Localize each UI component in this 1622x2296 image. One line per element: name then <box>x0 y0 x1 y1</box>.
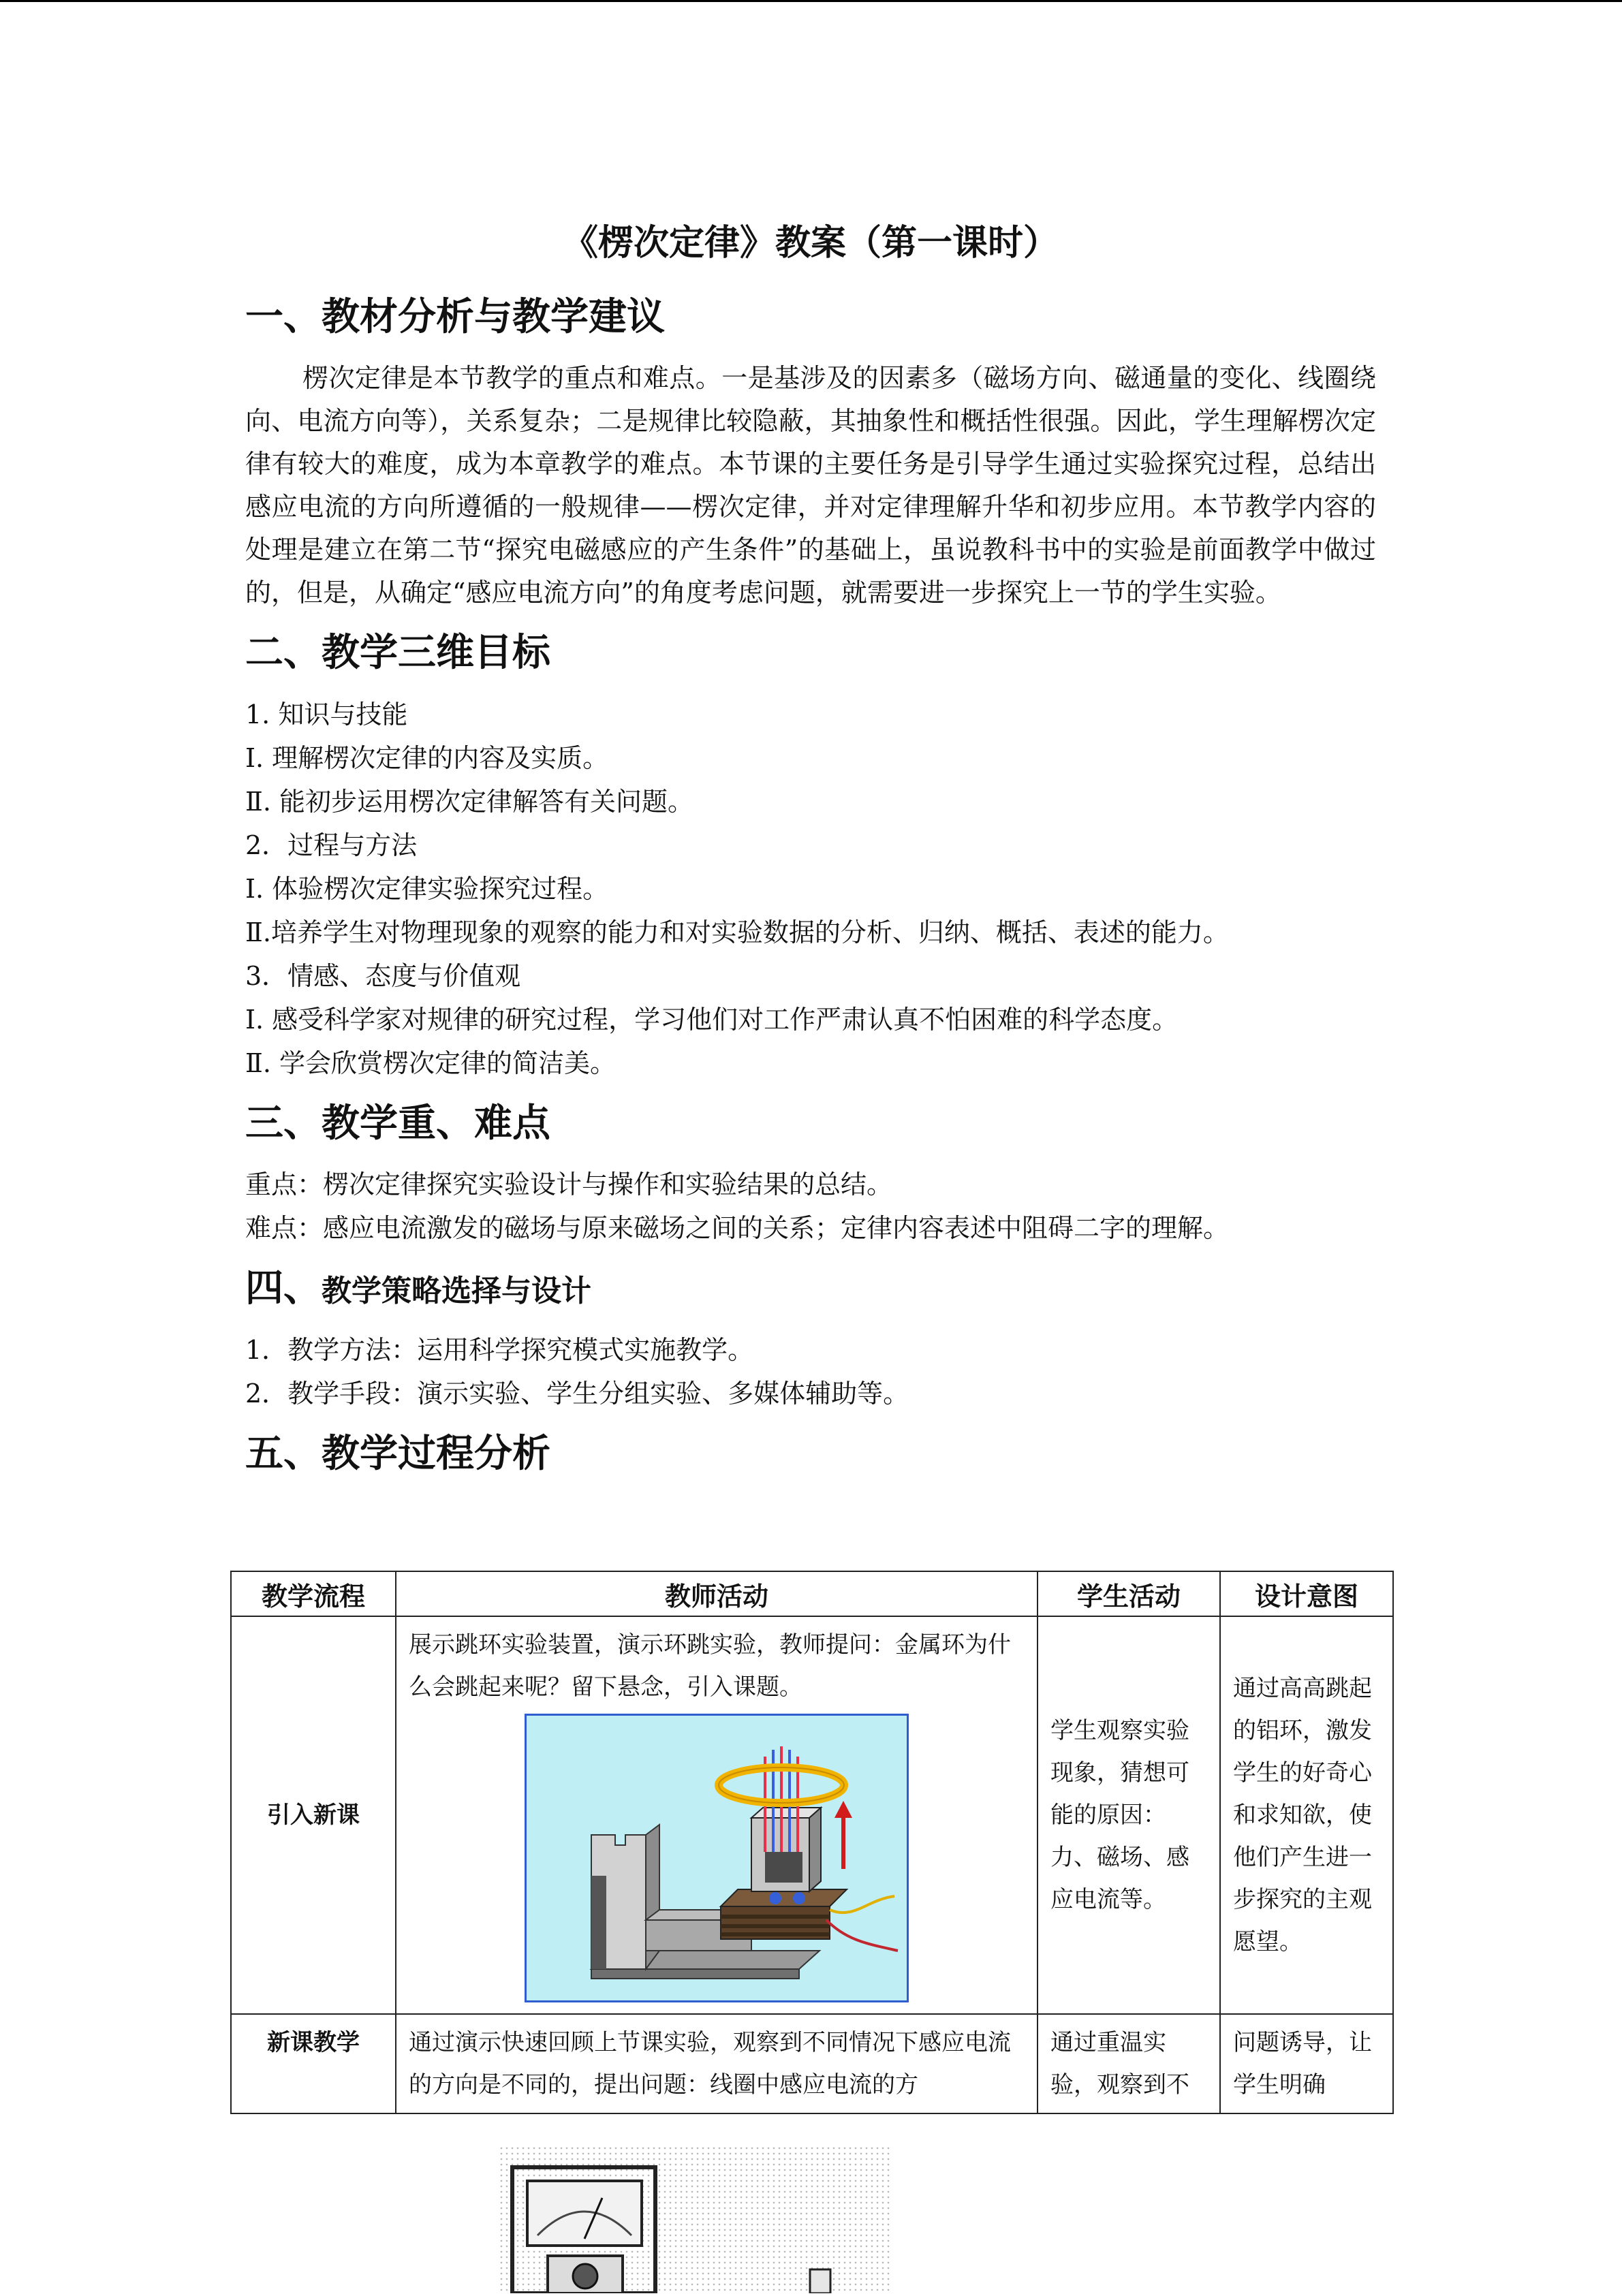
list-item: Ⅱ. 能初步运用楞次定律解答有关问题。 <box>245 786 693 817</box>
section-3-list <box>245 1163 1376 1250</box>
list-item: Ⅱ. 学会欣赏楞次定律的简洁美。 <box>245 1048 616 1078</box>
table-row <box>231 1616 1393 2014</box>
list-item: Ⅰ. 感受科学家对规律的研究过程，学习他们对工作严肃认真不怕困难的科学态度。 <box>245 1004 1179 1035</box>
list-item: 3．情感、态度与价值观 <box>245 960 521 991</box>
jumping-ring-figure <box>525 1714 909 2002</box>
header-teacher: 教师活动 <box>396 1571 1038 1616</box>
section-4-list <box>245 1328 1376 1415</box>
list-item: Ⅰ. 理解楞次定律的内容及实质。 <box>245 742 609 773</box>
row-student: 学生观察实验现象，猜想可能的原因：力、磁场、感应电流等。 <box>1038 1616 1220 2014</box>
header-student: 学生活动 <box>1038 1571 1220 1616</box>
teaching-process-table <box>230 1571 1394 2114</box>
section-2-list <box>245 693 1376 1085</box>
row-teacher: 通过演示快速回顾上节课实验，观察到不同情况下感应电流的方向是不同的，提出问题：线圈中感应电流的方 <box>396 2014 1038 2113</box>
row-intent: 问题诱导，让学生明确 <box>1220 2014 1393 2113</box>
difficult-point: 难点：感应电流激发的磁场与原来磁场之间的关系；定律内容表述中阻碍二字的理解。 <box>245 1213 1230 1244</box>
header-flow: 教学流程 <box>231 1571 396 1616</box>
row-teacher <box>396 1616 1038 2014</box>
table-header-row <box>231 1571 1393 1616</box>
section-2-heading: 二、教学三维目标 <box>245 629 550 675</box>
list-item: Ⅱ.培养学生对物理现象的观察的能力和对实验数据的分析、归纳、概括、表述的能力。 <box>245 917 1229 947</box>
row-teacher-text: 展示跳环实验装置，演示环跳实验，教师提问：金属环为什么会跳起来呢？留下悬念，引入课题。 <box>409 1631 1011 1701</box>
header-intent: 设计意图 <box>1220 1571 1393 1616</box>
galvanometer-illustration <box>500 2147 890 2293</box>
list-item: 1. 知识与技能 <box>245 699 408 729</box>
row-flow: 新课教学 <box>231 2014 396 2113</box>
document-body <box>245 204 1376 1494</box>
section-3-heading: 三、教学重、难点 <box>245 1100 550 1146</box>
section-4-number: 四、 <box>245 1265 322 1311</box>
list-item: 2．过程与方法 <box>245 830 418 860</box>
row-intent: 通过高高跳起的铝环，激发学生的好奇心和求知欲，使他们产生进一步探究的主观愿望。 <box>1220 1616 1393 2014</box>
key-point: 重点：楞次定律探究实验设计与操作和实验结果的总结。 <box>245 1169 893 1200</box>
section-4-heading <box>245 1263 1376 1313</box>
section-5-heading: 五、教学过程分析 <box>245 1431 550 1477</box>
section-4-title: 教学策略选择与设计 <box>322 1274 591 1309</box>
document-title: 《楞次定律》教案（第一课时） <box>562 222 1059 264</box>
section-1-heading: 一、教材分析与教学建议 <box>245 294 665 339</box>
row-student: 通过重温实验，观察到不 <box>1038 2014 1220 2113</box>
jumping-ring-illustration <box>527 1716 907 2000</box>
row-flow: 引入新课 <box>231 1616 396 2014</box>
table-row <box>231 2014 1393 2113</box>
list-item: 1．教学方法：运用科学探究模式实施教学。 <box>245 1335 754 1366</box>
list-item: 2．教学手段：演示实验、学生分组实验、多媒体辅助等。 <box>245 1379 909 1409</box>
section-1-paragraph: 楞次定律是本节教学的重点和难点。一是基涉及的因素多（磁场方向、磁通量的变化、线圈绕向、电流方向等），关系复杂；二是规律比较隐蔽，其抽象性和概括性很强。因此，学生理解楞次定律有较大的难度，成为本章教学的难点。本节课的主要任务是引导学生通过实验探究过程，总结出感应电流的方向所遵循的一般规律——楞次定律，并对定律理解升华和初步应用。本节教学内容的处理是建立在第二节“探究电磁感应的产生条件”的基础上，虽说教科书中的实验是前面教学中做过的，但是，从确定“感应电流方向”的角度考虑问题，就需要进一步探究上一节的学生实验。 <box>245 362 1376 608</box>
list-item: Ⅰ. 体验楞次定律实验探究过程。 <box>245 873 609 904</box>
page-top-rule <box>0 0 1622 2</box>
galvanometer-figure-partial <box>500 2147 890 2293</box>
